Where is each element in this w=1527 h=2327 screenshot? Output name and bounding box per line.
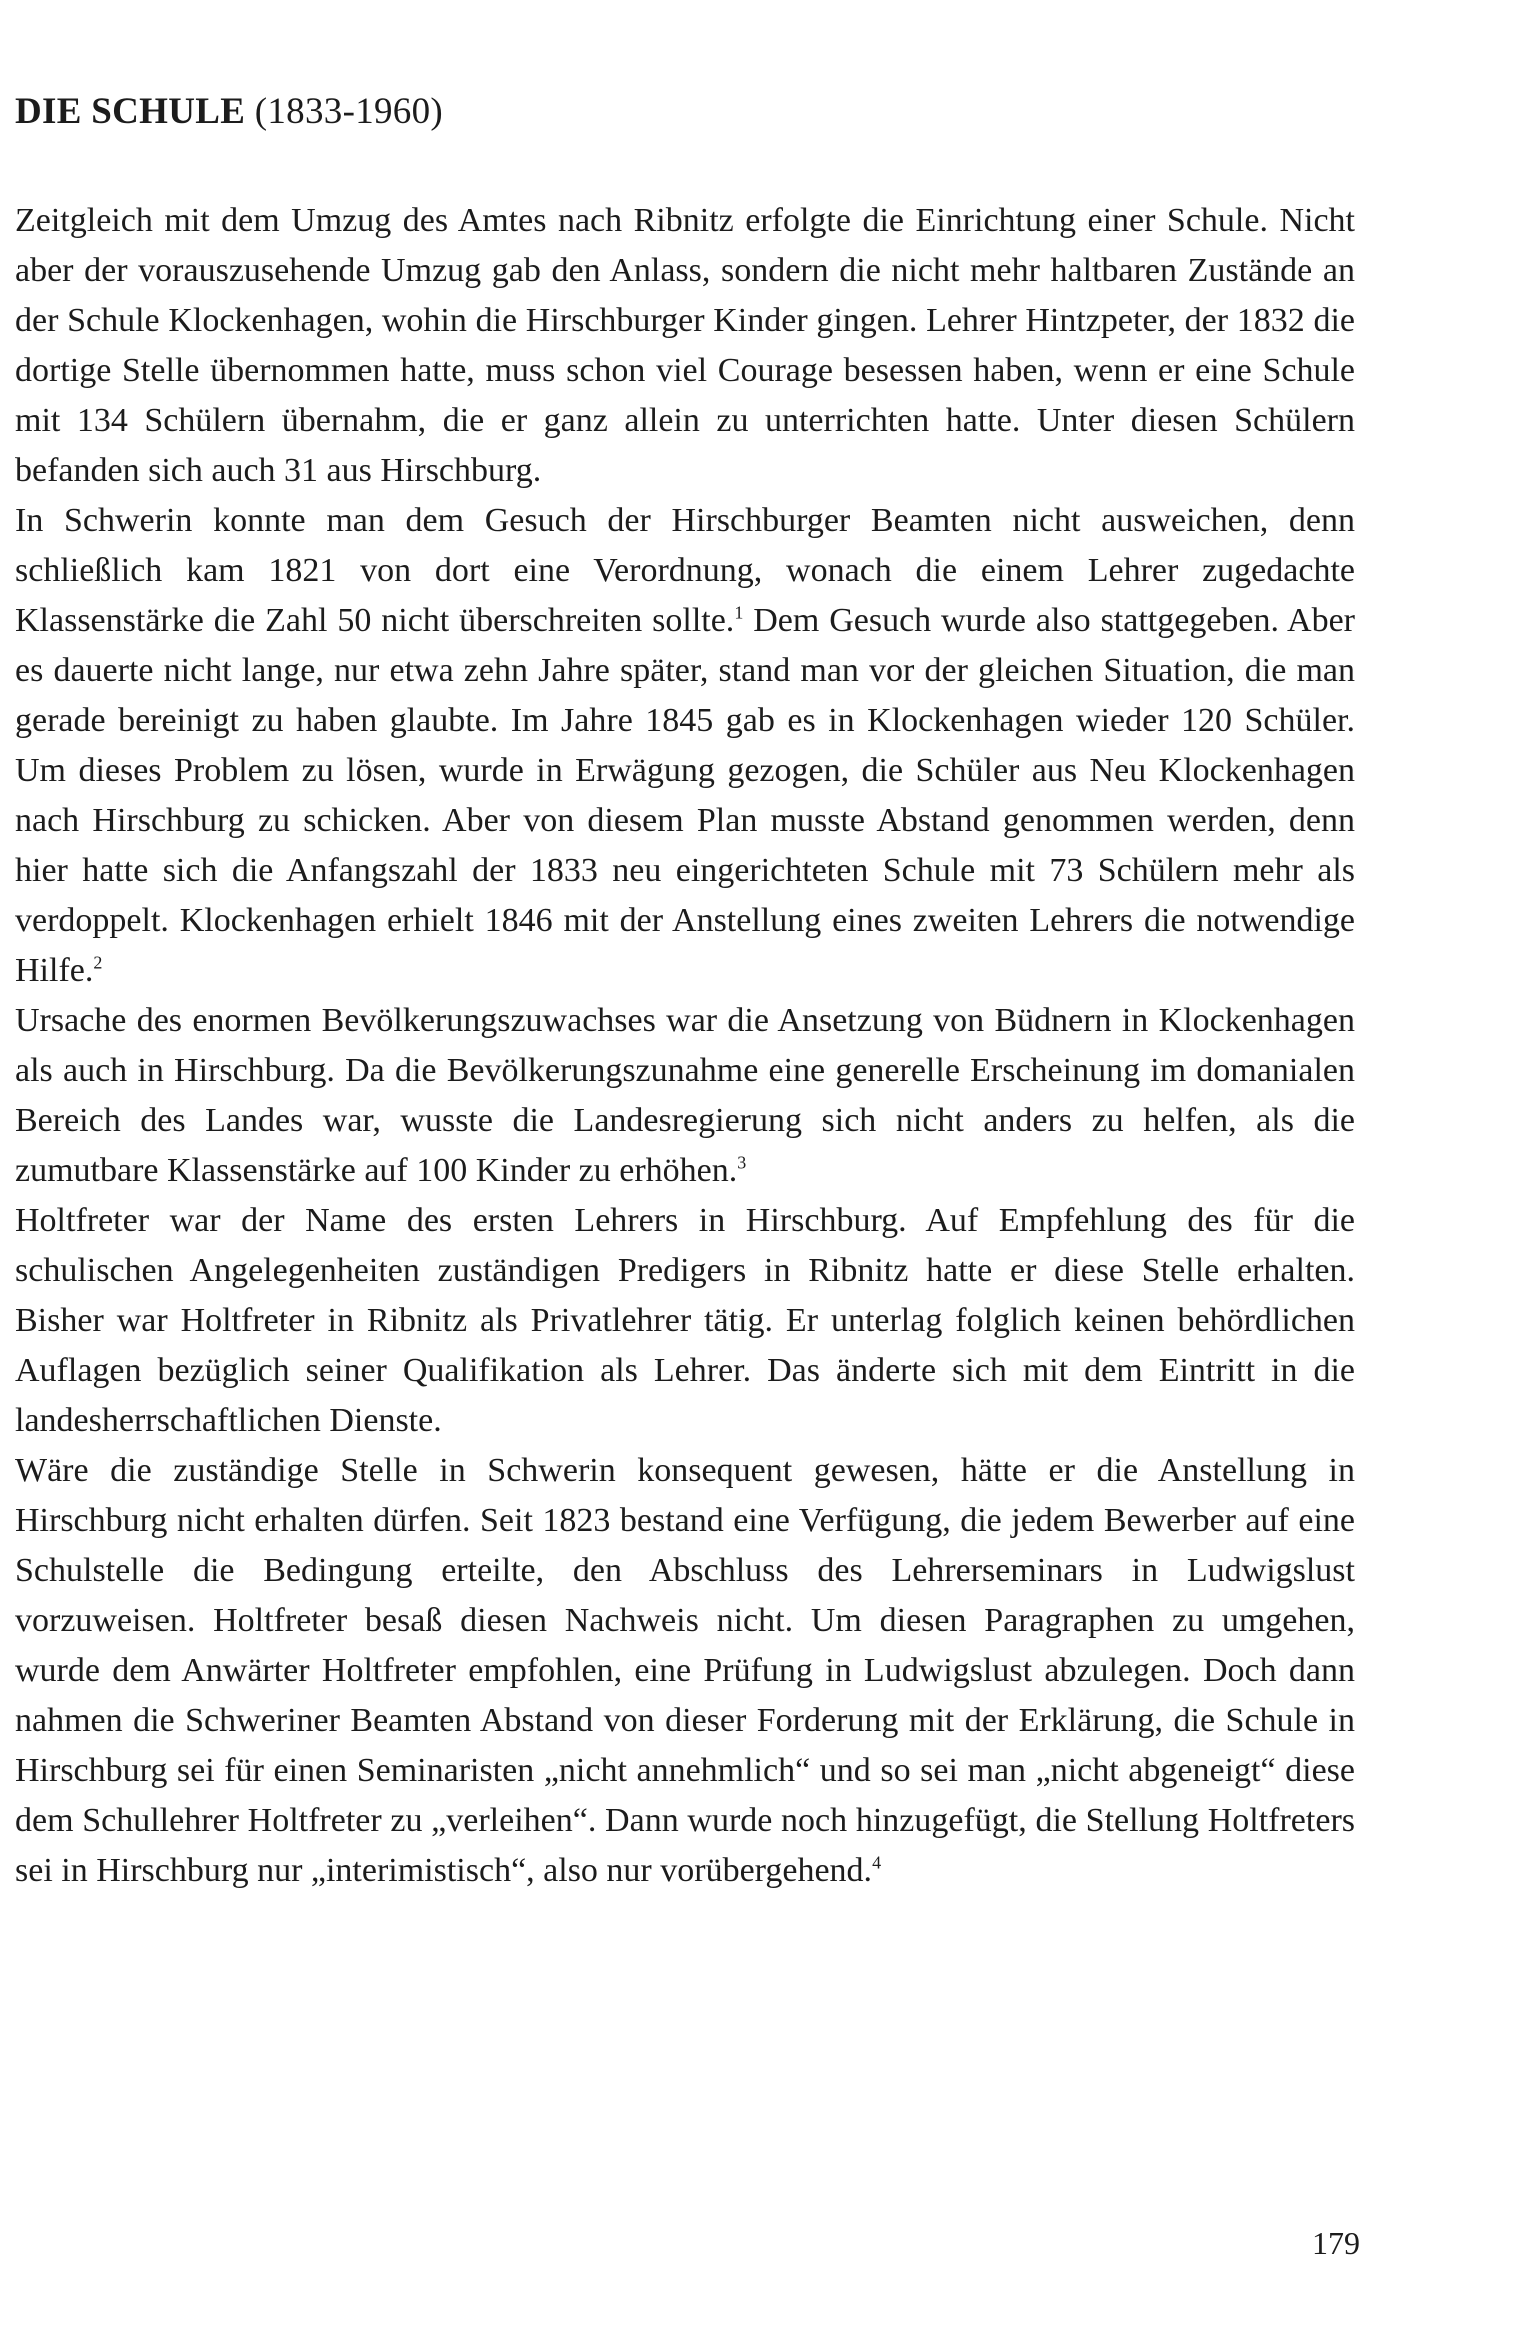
paragraph-3-text: Ursache des enormen Bevölkerungszuwachses war die Ansetzung von Büdnern in Klockenhagen als auch in Hirschburg. Da die Bevölkerungszunahme eine generelle Erscheinung im domanialen Bereich des Landes war, wusste die Landesregierung sich nicht anders zu helfen, als die zumutbare Klassenstärke auf 100 Kinder zu erhöhen. [15, 1002, 1355, 1190]
paragraph-4 [15, 1196, 1355, 1446]
paragraph-5 [15, 1446, 1355, 1896]
paragraph-1-text: Zeitgleich mit dem Umzug des Amtes nach Ribnitz erfolgte die Einrichtung einer Schule. Nicht aber der vorauszusehende Umzug gab den Anlass, sondern die nicht mehr haltbaren Zustände an der Schule Klockenhagen, wohin die Hirschburger Kinder gingen. Lehrer Hintzpeter, der 1832 die dortige Stelle übernommen hatte, muss schon viel Courage besessen haben, wenn er eine Schule mit 134 Schülern übernahm, die er ganz allein zu unterrichten hatte. Unter diesen Schülern befanden sich auch 31 aus Hirschburg. [15, 202, 1355, 490]
body-text [15, 196, 1355, 1896]
paragraph-4-text: Holtfreter war der Name des ersten Lehrers in Hirschburg. Auf Empfehlung des für die schulischen Angelegenheiten zuständigen Predigers in Ribnitz hatte er diese Stelle erhalten. Bisher war Holtfreter in Ribnitz als Privatlehrer tätig. Er unterlag folglich keinen behördlichen Auflagen bezüglich seiner Qualifikation als Lehrer. Das änderte sich mit dem Eintritt in die landesherrschaftlichen Dienste. [15, 1202, 1355, 1440]
paragraph-1 [15, 196, 1355, 496]
footnote-marker-4: 4 [872, 1853, 882, 1874]
footnote-marker-2: 2 [93, 953, 103, 974]
paragraph-5-text: Wäre die zuständige Stelle in Schwerin konsequent gewesen, hätte er die Anstellung in Hirschburg nicht erhalten dürfen. Seit 1823 bestand eine Verfügung, die jedem Bewerber auf eine Schulstelle die Bedingung erteilte, den Abschluss des Lehrerseminars in Ludwigslust vorzuweisen. Holtfreter besaß diesen Nachweis nicht. Um diesen Paragraphen zu umgehen, wurde dem Anwärter Holtfreter empfohlen, eine Prüfung in Ludwigslust abzulegen. Doch dann nahmen die Schweriner Beamten Abstand von dieser Forderung mit der Erklärung, die Schule in Hirschburg sei für einen Seminaristen „nicht annehmlich“ und so sei man „nicht abgeneigt“ diese dem Schullehrer Holtfreter zu „verleihen“. Dann wurde noch hinzugefügt, die Stellung Holtfreters sei in Hirschburg nur „interimistisch“, also nur vorübergehend. [15, 1452, 1355, 1890]
footnote-marker-1: 1 [734, 603, 744, 624]
page-number: 179 [1312, 2225, 1360, 2261]
paragraph-2-text-continued: Dem Gesuch wurde also stattgegeben. Aber es dauerte nicht lange, nur etwa zehn Jahre später, stand man vor der gleichen Situation, die man gerade bereinigt zu haben glaubte. Im Jahre 1845 gab es in Klockenhagen wieder 120 Schüler. Um dieses Problem zu lösen, wurde in Erwägung gezogen, die Schüler aus Neu Klockenhagen nach Hirschburg zu schicken. Aber von diesem Plan musste Abstand genommen werden, denn hier hatte sich die Anfangszahl der 1833 neu eingerichteten Schule mit 73 Schülern mehr als verdoppelt. Klockenhagen erhielt 1846 mit der Anstellung eines zweiten Lehrers die notwendige Hilfe. [15, 602, 1355, 990]
paragraph-2-text: In Schwerin konnte man dem Gesuch der Hirschburger Beamten nicht ausweichen, denn schließlich kam 1821 von dort eine Verordnung, wonach die einem Lehrer zugedachte Klassenstärke die Zahl 50 nicht überschreiten sollte. [15, 502, 1355, 640]
heading-years: (1833-1960) [254, 91, 444, 132]
section-heading [15, 90, 1355, 134]
paragraph-2 [15, 496, 1355, 996]
paragraph-3 [15, 996, 1355, 1196]
page-content [15, 90, 1355, 1896]
heading-title: DIE SCHULE [15, 91, 246, 132]
footnote-marker-3: 3 [737, 1153, 747, 1174]
